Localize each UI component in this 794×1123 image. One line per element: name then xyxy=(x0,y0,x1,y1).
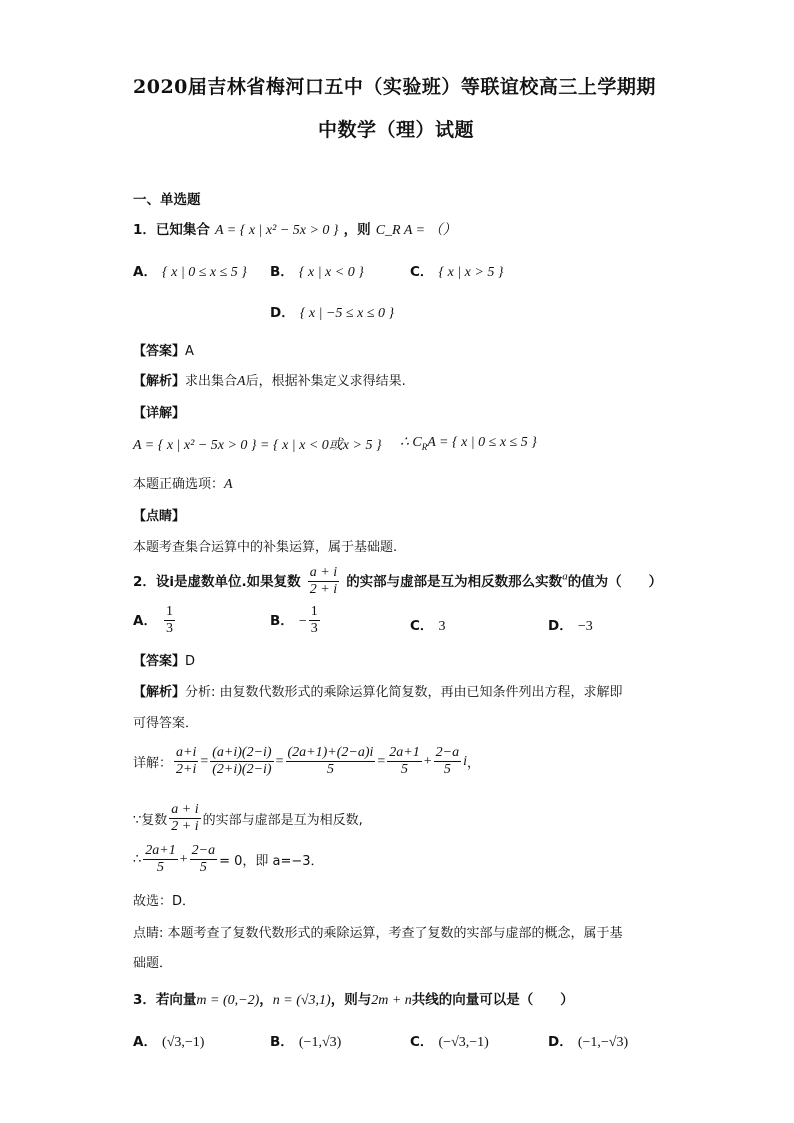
frac-den: 2 + i xyxy=(171,819,199,834)
q2-note-line1: 点睛: 本题考查了复数代数形式的乘除运算，考查了复数的实部与虚部的概念，属于基 xyxy=(133,926,623,941)
q2-option-a xyxy=(133,604,177,637)
option-fraction xyxy=(164,604,175,637)
frac-den: 5 xyxy=(326,762,334,777)
frac-num: 2a+1 xyxy=(145,843,176,858)
analysis-text: 求出集合 xyxy=(185,374,238,389)
frac-den: 5 xyxy=(199,860,207,875)
frac-num: a + i xyxy=(171,802,199,817)
q3-option-c xyxy=(410,1030,489,1051)
q1-note: 本题考查集合运算中的补集运算，属于基础题. xyxy=(133,540,398,555)
answer-value: A xyxy=(185,344,194,359)
analysis-text: 后，根据补集定义求得结果. xyxy=(245,374,406,389)
eq-part: ∴ C xyxy=(400,435,422,450)
option-value: (−1,√3) xyxy=(298,1035,342,1050)
thus-text: ∴ xyxy=(133,852,142,867)
q2-analysis-line1 xyxy=(133,681,623,700)
question-1 xyxy=(133,218,457,239)
q2-because xyxy=(133,802,363,835)
q2-prefix: 2．设i是虚数单位.如果复数 xyxy=(133,574,301,590)
q3-vector-m: m = (0,−2) xyxy=(196,993,260,1008)
frac xyxy=(143,843,177,876)
option-label: D． xyxy=(548,1034,573,1050)
analysis-tag: 【解析】 xyxy=(133,374,186,389)
frac-num: (2a+1)+(2−a)i xyxy=(287,745,374,760)
option-fraction xyxy=(309,604,320,637)
answer-tag: 【答案】 xyxy=(133,344,186,359)
q2-suffix2: 的值为（ ） xyxy=(567,574,663,590)
q1-option-d xyxy=(270,301,394,322)
frac-num: 2−a xyxy=(191,843,216,858)
answer-tag: 【答案】 xyxy=(133,654,186,669)
option-value: 3 xyxy=(438,619,446,634)
question-3 xyxy=(133,988,574,1009)
q1-detail-eq2: ∴ $C_RA$ = { x | 0 ≤ x ≤ 5 } xyxy=(400,435,537,452)
q1-detail-tag: 【详解】 xyxy=(133,406,186,421)
option-label: B． xyxy=(270,264,294,280)
imag-unit: i xyxy=(463,753,467,769)
q1-option-c xyxy=(410,260,503,281)
q2-thus: ∴ $\frac{2a+1}{5}$ + $\frac{2-a}{5}$ = 0，即 a=−3． xyxy=(133,843,324,875)
q3-suffix: 共线的向量可以是（ ） xyxy=(411,992,574,1008)
option-value: (−1,−√3) xyxy=(577,1035,629,1050)
q3-mid: ，则与 xyxy=(330,992,372,1008)
analysis-var: A xyxy=(237,374,246,389)
option-label: D． xyxy=(548,618,573,634)
detail-prefix: 详解： xyxy=(133,756,173,771)
q3-prefix: 3．若向量 xyxy=(133,992,197,1008)
q3-option-b xyxy=(270,1030,341,1051)
frac-den: 3 xyxy=(310,621,318,636)
frac-den: 3 xyxy=(166,621,174,636)
q3-combo: 2m + n xyxy=(371,993,412,1008)
frac xyxy=(169,802,200,835)
frac xyxy=(434,745,461,778)
because-text: ∵复数 xyxy=(133,813,168,828)
frac-num: a+i xyxy=(176,745,197,760)
frac-den: 2+i xyxy=(176,762,197,777)
frac xyxy=(174,745,198,778)
q1-option-a xyxy=(133,260,247,281)
option-label: C． xyxy=(410,618,434,634)
option-value: { x | −5 ≤ x ≤ 0 } xyxy=(299,306,395,321)
correct-var: A xyxy=(224,477,233,492)
q2-analysis-line2: 可得答案． xyxy=(133,716,199,731)
analysis-text: 分析: 由复数代数形式的乘除运算化简复数，再由已知条件列出方程，求解即 xyxy=(185,685,623,700)
frac-num: 1 xyxy=(166,604,174,619)
q2-var: a xyxy=(562,570,568,583)
q2-suffix: 的实部与虚部是互为相反数那么实数 xyxy=(346,574,563,590)
page-title-line1: 2020届吉林省梅河口五中（实验班）等联谊校高三上学期期 xyxy=(133,76,656,98)
option-sign: − xyxy=(298,614,307,629)
q1-answer xyxy=(133,340,194,359)
q1-note-tag: 【点睛】 xyxy=(133,509,186,524)
q1-detail-eq1: A = { x | x² − 5x > 0 } = { x | x < 0或x > 5 } xyxy=(133,438,382,453)
q1-analysis xyxy=(133,370,406,390)
eq-part: A = { x | 0 ≤ x ≤ 5 } xyxy=(427,435,537,450)
frac xyxy=(286,745,376,778)
q2-choose: 故选：D． xyxy=(133,894,196,909)
frac-den: (2+i)(2−i) xyxy=(212,762,272,777)
option-label: A． xyxy=(133,264,157,280)
page-title-line2: 中数学（理）试题 xyxy=(318,119,475,141)
q1-suffix: ，则 xyxy=(343,222,371,238)
q2-option-c xyxy=(410,614,446,635)
q2-option-b xyxy=(270,604,322,637)
frac-num: 2−a xyxy=(435,745,460,760)
option-value: { x | x < 0 } xyxy=(298,265,364,280)
correct-text: 本题正确选项： xyxy=(133,477,225,492)
frac-den: 2 + i xyxy=(309,582,338,597)
because-text: 的实部与虚部是互为相反数, xyxy=(202,813,363,828)
q2-note-line2: 础题． xyxy=(133,956,173,971)
q3-vector-n: n = (√3,1) xyxy=(272,993,331,1008)
frac-num: 1 xyxy=(310,604,318,619)
question-2 xyxy=(133,565,662,598)
option-value: −3 xyxy=(577,619,593,634)
thus-text: = 0，即 a=−3． xyxy=(219,854,324,869)
frac-num: 2a+1 xyxy=(389,745,420,760)
option-label: D． xyxy=(270,305,295,321)
frac-den: 5 xyxy=(157,860,164,875)
q3-option-a xyxy=(133,1030,204,1051)
q1-correct xyxy=(133,473,233,493)
analysis-tag: 【解析】 xyxy=(133,685,186,700)
q2-option-d xyxy=(548,614,593,635)
option-value: (−√3,−1) xyxy=(438,1035,489,1050)
option-value: { x | 0 ≤ x ≤ 5 } xyxy=(162,265,247,280)
q1-prefix: 1．已知集合 xyxy=(133,222,210,238)
option-label: B． xyxy=(270,613,294,629)
option-label: A． xyxy=(133,613,157,629)
frac xyxy=(387,745,421,778)
frac-num: (a+i)(2−i) xyxy=(212,745,272,760)
frac xyxy=(210,745,273,778)
frac-den: 5 xyxy=(443,762,451,777)
answer-value: D xyxy=(185,654,196,669)
option-value: (√3,−1) xyxy=(162,1035,205,1050)
option-label: C． xyxy=(410,1034,434,1050)
q2-answer xyxy=(133,650,195,669)
q1-comp: C_R A = （） xyxy=(375,223,457,238)
frac xyxy=(190,843,217,876)
q3-sep: ， xyxy=(259,992,273,1008)
q1-option-b xyxy=(270,260,364,281)
punct: ， xyxy=(467,756,481,771)
frac-num: a + i xyxy=(309,565,338,580)
option-label: C． xyxy=(410,264,434,280)
q2-detail-equation: 详解： $\frac{a+i}{2+i}$ = $\frac{(a+i)(2-i)}{(2+i)(2-i)}$ = $\frac{(2a+1)+(2-a)i}{5}$ = $\frac{2a+1}{5}$ + $\frac{2-a}{5}$ i ， xyxy=(133,745,481,777)
q3-option-d xyxy=(548,1030,628,1051)
section-heading: 一、单选题 xyxy=(133,192,201,208)
option-label: B． xyxy=(270,1034,294,1050)
option-label: A． xyxy=(133,1034,157,1050)
frac-den: 5 xyxy=(401,762,409,777)
q2-fraction xyxy=(308,565,339,598)
option-value: { x | x > 5 } xyxy=(438,265,504,280)
q1-set: A = { x | x² − 5x > 0 } xyxy=(215,223,339,238)
